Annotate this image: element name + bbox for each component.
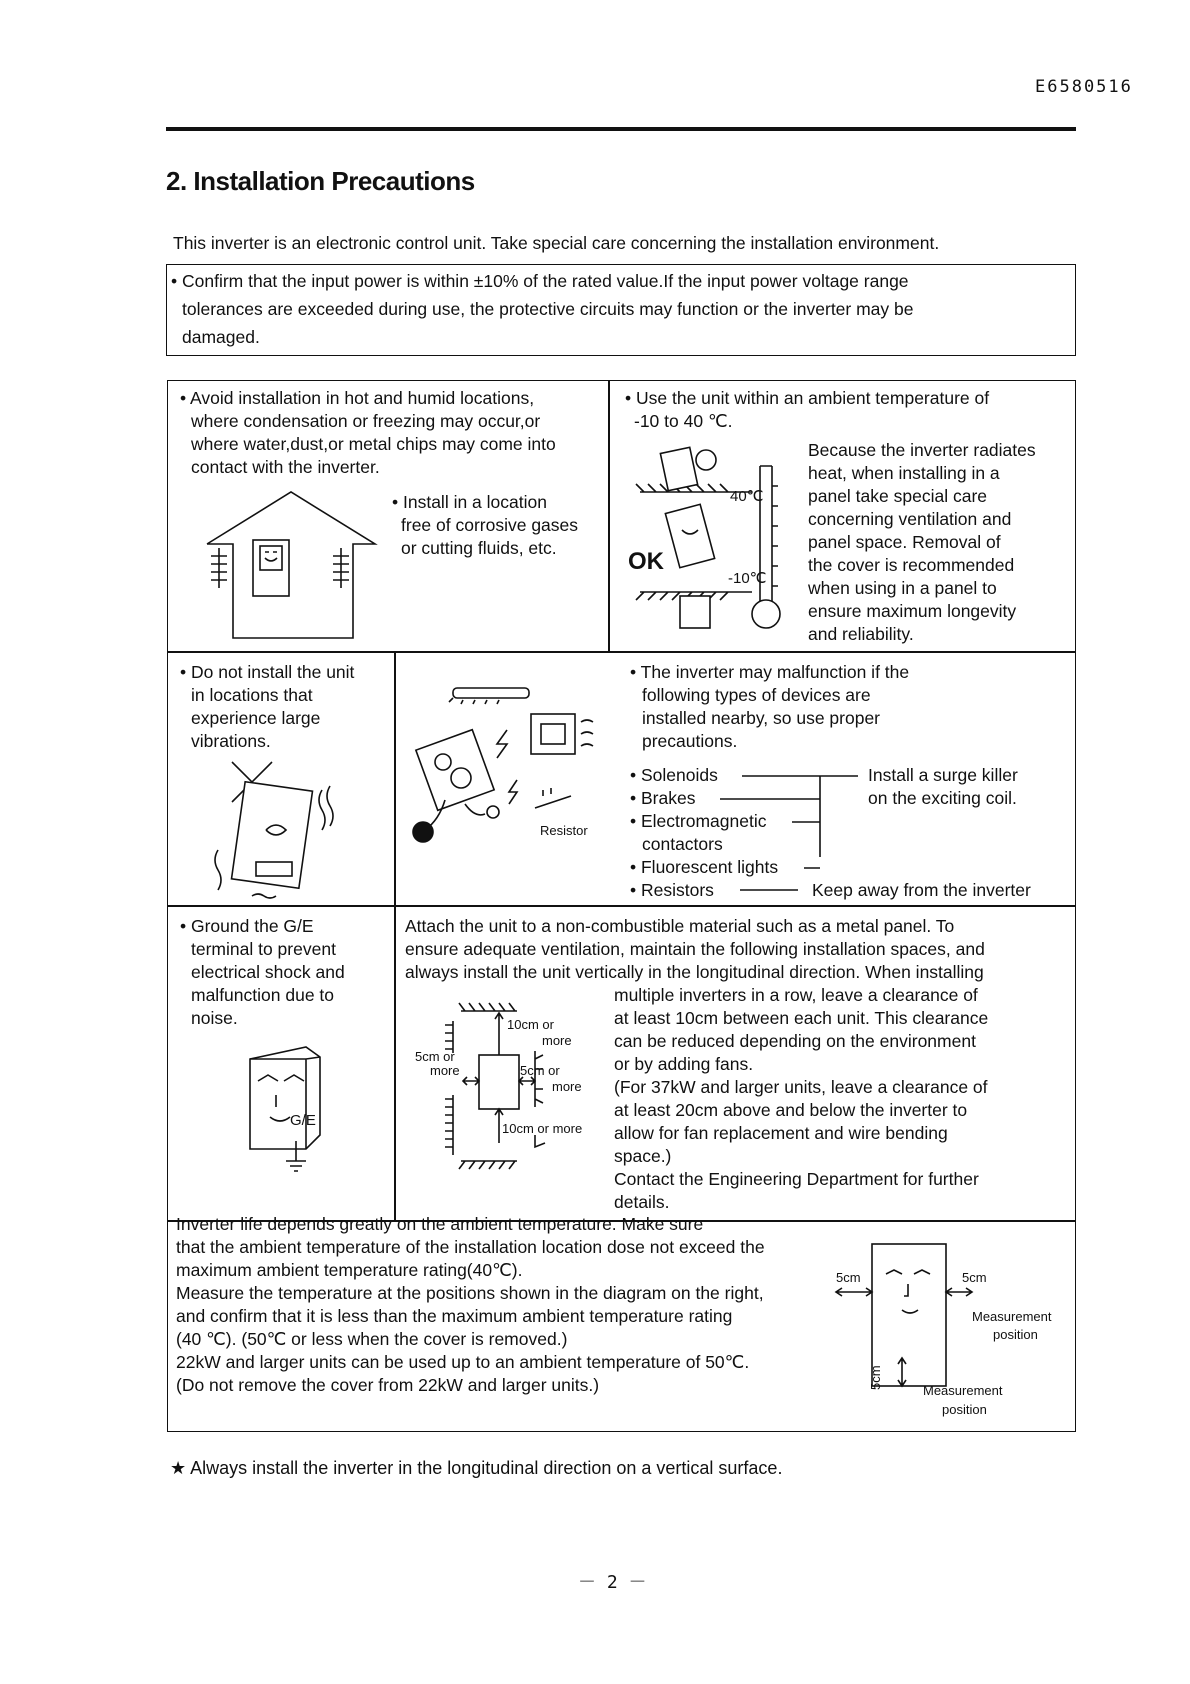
clearance-top-label: 10cm or xyxy=(507,1017,554,1032)
meas-position-label: position xyxy=(993,1327,1038,1342)
meas-position-label-2: Measurement xyxy=(923,1383,1003,1398)
life-line: (Do not remove the cover from 22kW and larger units.) xyxy=(176,1375,600,1395)
humid-line: where condensation or freezing may occur,or xyxy=(191,411,541,431)
vibration-line: experience large xyxy=(191,708,321,728)
clearance-right-label: more xyxy=(552,1079,582,1094)
clearance-bottom-label: 10cm or more xyxy=(502,1121,583,1136)
vibration-line: vibrations. xyxy=(191,731,271,751)
section-title: 2. Installation Precautions xyxy=(166,166,475,196)
life-line: maximum ambient temperature rating(40℃). xyxy=(176,1260,523,1280)
clearance-left-label: more xyxy=(430,1063,460,1078)
corrosive-line: • Install in a location xyxy=(392,492,547,512)
meas-position-label-2: position xyxy=(942,1402,987,1417)
meas-vert-5cm: 5cm xyxy=(868,1365,883,1390)
document-id: E6580516 xyxy=(1035,77,1133,97)
clearance-right-label: 5cm or xyxy=(520,1063,560,1078)
surge-note-line: on the exciting coil. xyxy=(868,788,1017,808)
ground-terminal-illustration xyxy=(240,1045,340,1175)
meas-left-5cm: 5cm xyxy=(836,1270,861,1285)
power-line-3: damaged. xyxy=(182,327,260,347)
temp-note-line: heat, when installing in a xyxy=(808,463,1000,483)
ground-line: electrical shock and xyxy=(191,962,345,982)
noise-line: installed nearby, so use proper xyxy=(642,708,881,728)
ground-line: malfunction due to xyxy=(191,985,335,1005)
temp-minus10-label: -10℃ xyxy=(728,570,767,587)
temp-note-line: when using in a panel to xyxy=(808,578,997,598)
spacing-right-line: allow for fan replacement and wire bending xyxy=(614,1123,948,1143)
life-line: that the ambient temperature of the installation location dose not exceed the xyxy=(176,1237,765,1257)
temp-line: -10 to 40 ℃. xyxy=(634,411,733,431)
surge-note-line: Install a surge killer xyxy=(868,765,1018,785)
corrosive-line: free of corrosive gases xyxy=(401,515,579,535)
spacing-line: ensure adequate ventilation, maintain the following installation spaces, and xyxy=(405,939,985,959)
spacing-right-line: (For 37kW and larger units, leave a clearance of xyxy=(614,1077,988,1097)
ge-label: G/E xyxy=(290,1112,316,1129)
spacing-right-line: at least 20cm above and below the inverter to xyxy=(614,1100,968,1120)
temp-line: • Use the unit within an ambient temperature of xyxy=(625,388,990,408)
temp-note-line: concerning ventilation and xyxy=(808,509,1012,529)
intro-text: This inverter is an electronic control unit. Take special care concerning the installation environment. xyxy=(173,233,940,253)
measurement-diagram xyxy=(830,1240,980,1400)
ground-line: noise. xyxy=(191,1008,238,1028)
temp-note-line: Because the inverter radiates xyxy=(808,440,1036,460)
page-number: － 2 － xyxy=(578,1572,647,1593)
device-contactors: contactors xyxy=(642,834,723,854)
footer-note: ★ Always install the inverter in the longitudinal direction on a vertical surface. xyxy=(170,1458,783,1478)
device-brakes: • Brakes xyxy=(630,788,696,808)
noise-line: • The inverter may malfunction if the xyxy=(630,662,910,682)
device-resistors: • Resistors xyxy=(630,880,714,900)
vibration-line: • Do not install the unit xyxy=(180,662,355,682)
spacing-line: always install the unit vertically in the longitudinal direction. When installing xyxy=(405,962,984,982)
device-electromagnetic: • Electromagnetic xyxy=(630,811,767,831)
humid-line: contact with the inverter. xyxy=(191,457,380,477)
power-line-2: tolerances are exceeded during use, the protective circuits may function or the inverter may be xyxy=(182,299,914,319)
life-line: Inverter life depends greatly on the ambient temperature. Make sure xyxy=(176,1214,704,1234)
ground-line: terminal to prevent xyxy=(191,939,336,959)
resistor-label: Resistor xyxy=(540,823,588,838)
temp-note-line: panel space. Removal of xyxy=(808,532,1001,552)
corrosive-line: or cutting fluids, etc. xyxy=(401,538,557,558)
temp-note-line: ensure maximum longevity xyxy=(808,601,1017,621)
device-fluorescent: • Fluorescent lights xyxy=(630,857,779,877)
spacing-right-line: at least 10cm between each unit. This clearance xyxy=(614,1008,989,1028)
meas-position-label: Measurement xyxy=(972,1309,1052,1324)
ok-label: OK xyxy=(628,548,664,575)
clearance-top-label: more xyxy=(542,1033,572,1048)
spacing-right-line: or by adding fans. xyxy=(614,1054,754,1074)
spacing-line: Attach the unit to a non-combustible material such as a metal panel. To xyxy=(405,916,955,936)
spacing-right-line: details. xyxy=(614,1192,670,1212)
power-line-1: • Confirm that the input power is within ±10% of the rated value.If the input power voltage range xyxy=(171,271,909,291)
humid-line: where water,dust,or metal chips may come into xyxy=(191,434,556,454)
life-line: Measure the temperature at the positions shown in the diagram on the right, xyxy=(176,1283,764,1303)
vibration-line: in locations that xyxy=(191,685,313,705)
spacing-right-line: space.) xyxy=(614,1146,672,1166)
temp-40-label: 40℃ xyxy=(730,488,764,505)
life-line: and confirm that it is less than the maximum ambient temperature rating xyxy=(176,1306,733,1326)
ground-line: • Ground the G/E xyxy=(180,916,314,936)
noise-line: following types of devices are xyxy=(642,685,871,705)
life-line: (40 ℃). (50℃ or less when the cover is removed.) xyxy=(176,1329,568,1349)
clearance-left-label: 5cm or xyxy=(415,1049,455,1064)
humid-line: • Avoid installation in hot and humid locations, xyxy=(180,388,535,408)
meas-right-5cm: 5cm xyxy=(962,1270,987,1285)
spacing-right-line: multiple inverters in a row, leave a clearance of xyxy=(614,985,978,1005)
resistor-note: Keep away from the inverter xyxy=(812,880,1031,900)
temp-note-line: panel take special care xyxy=(808,486,987,506)
temp-note-line: the cover is recommended xyxy=(808,555,1015,575)
life-line: 22kW and larger units can be used up to an ambient temperature of 50℃. xyxy=(176,1352,750,1372)
device-solenoids: • Solenoids xyxy=(630,765,718,785)
temp-note-line: and reliability. xyxy=(808,624,914,644)
spacing-right-line: Contact the Engineering Department for further xyxy=(614,1169,979,1189)
spacing-right-line: can be reduced depending on the environment xyxy=(614,1031,976,1051)
noise-line: precautions. xyxy=(642,731,738,751)
